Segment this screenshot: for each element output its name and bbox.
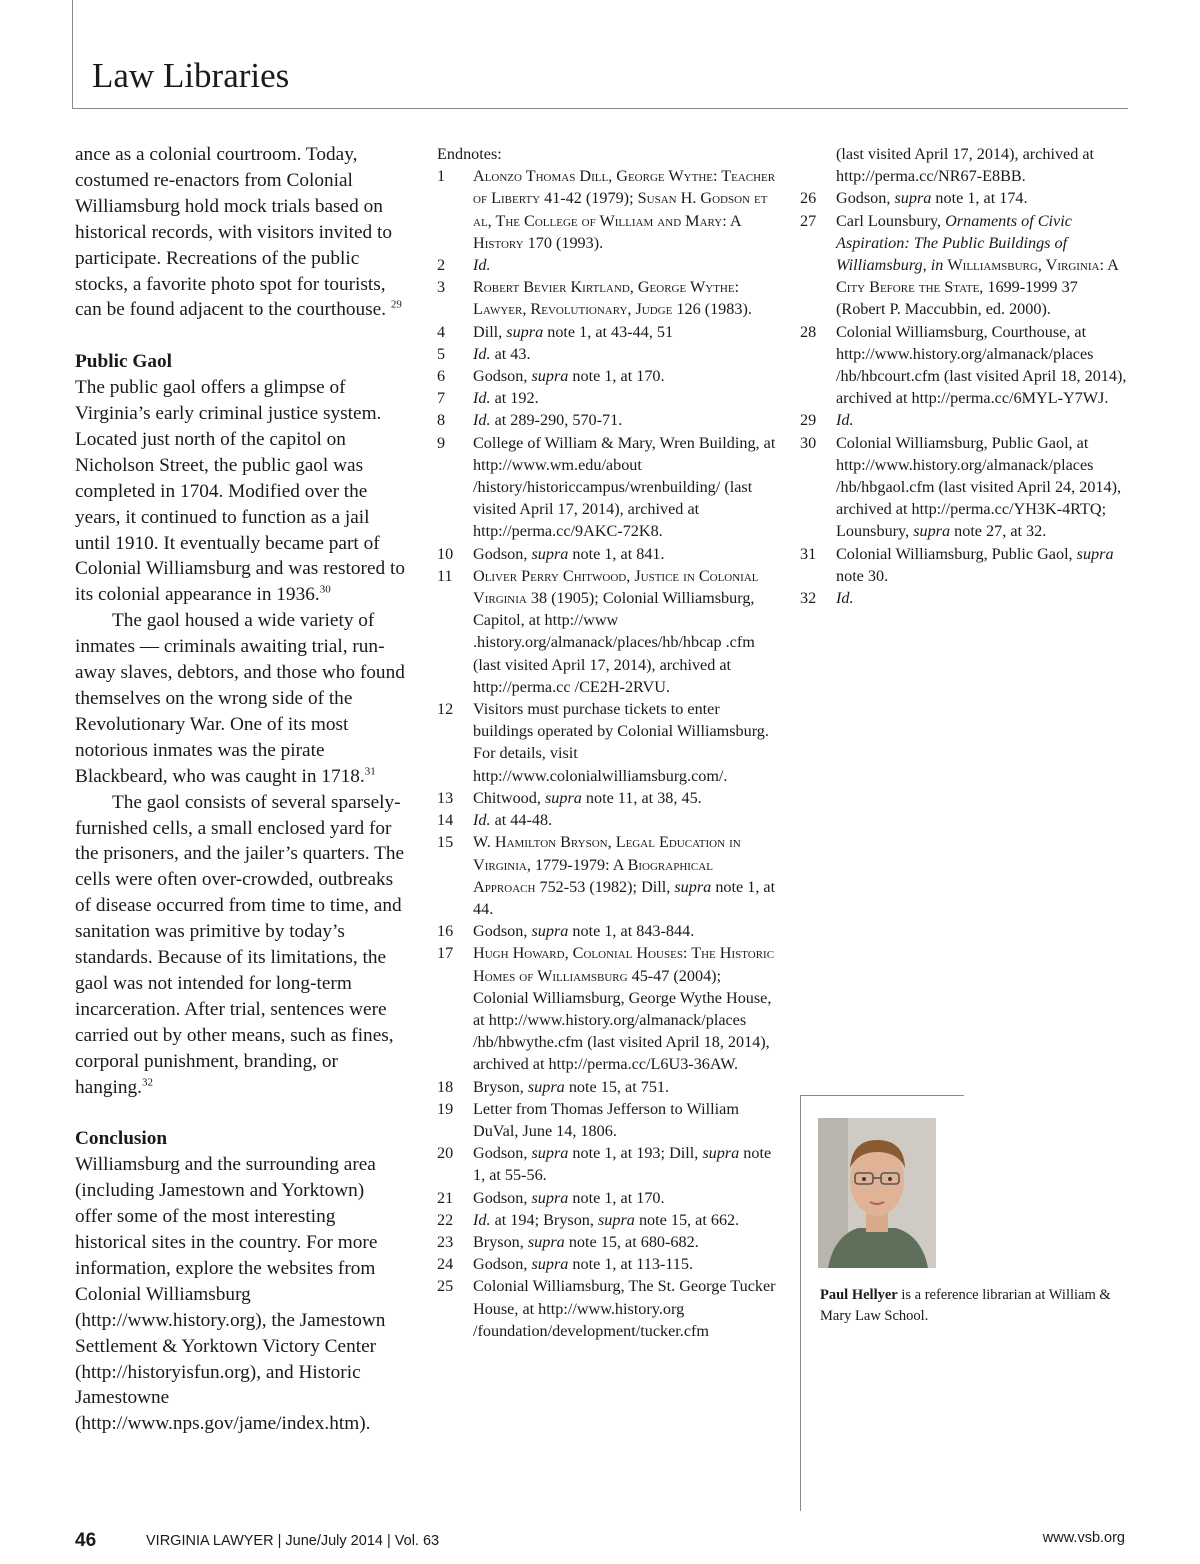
section-title: Law Libraries bbox=[92, 56, 290, 95]
endnote: 21 Godson, supra note 1, at 170. bbox=[437, 1188, 665, 1207]
paragraph-gaol-3: The gaol consists of several sparsely-furnished cells, a small enclosed yard for the prisoners, and the jailer’s quarters. The cells were often over-crowded, outbreaks of disease occurred from time to time, and sanitation was primitive by today’s standards. Because of its limitations, the gaol was not intended for long-term incarceration. After trial, sentences were carried out by other means, such as fines, corporal punishment, branding, or hanging.$^{32}$ bbox=[75, 791, 405, 1098]
author-photo bbox=[818, 1118, 936, 1268]
endnote: 16 Godson, supra note 1, at 843-844. bbox=[437, 922, 695, 941]
author-bio: Paul Hellyer is a reference librarian at William & Mary Law School. bbox=[820, 1287, 1111, 1324]
endnote-continuation: (last visited April 17, 2014), archived at http://perma.cc/NR67-E8BB. bbox=[836, 145, 1095, 186]
website-link[interactable]: www.vsb.org bbox=[1042, 1530, 1125, 1546]
endnote: 22 Id. at 194; Bryson, supra note 15, at 662. bbox=[437, 1210, 740, 1229]
bio-rule-horizontal bbox=[800, 1095, 964, 1096]
endnote: 9 College of William & Mary, Wren Building, at http://www.wm.edu/about /history/historiccampus/wrenbuilding/ (last visited April 17, 2014), archived at http://perma.cc/9AKC-72K8. bbox=[437, 433, 776, 541]
paragraph-gaol-2: The gaol housed a wide variety of inmates — criminals awaiting trial, run-away slaves, debtors, and those who found themselves on the wrong side of the Revolutionary War. One of its most notorious inmates was the pirate Blackbeard, who was caught in 1718.31 bbox=[75, 610, 405, 787]
endnotes-column-1 bbox=[437, 143, 777, 1342]
paragraph-gaol-1: The public gaol offers a glimpse of Virginia’s early criminal justice system. Located just north of the capitol on Nicholson Street, the public gaol was completed in 1704. Modified over the years, it continued to function as a jail until 1910. It eventually became part of Colonial Williamsburg and was restored to its colonial appearance in 1936.30 bbox=[75, 377, 405, 606]
endnotes-label: Endnotes: bbox=[437, 145, 502, 163]
heading-public-gaol: Public Gaol bbox=[75, 351, 172, 373]
endnote: 28 Colonial Williamsburg, Courthouse, at http://www.history.org/almanack/places /hb/hbcourt.cfm (last visited April 18, 2014), archived at http://perma.cc/6MYL-Y7WJ. bbox=[800, 322, 1127, 408]
endnote: 32 Id. bbox=[800, 589, 854, 608]
endnote: 26 Godson, supra note 1, at 174. bbox=[800, 189, 1028, 208]
author-name: Paul Hellyer bbox=[820, 1287, 898, 1303]
endnote: 31 Colonial Williamsburg, Public Gaol, supra note 30. bbox=[800, 544, 1114, 585]
endnote: 24 Godson, supra note 1, at 113-115. bbox=[437, 1255, 694, 1274]
endnote: 17 Hugh Howard, Colonial Houses: The Historic Homes of Williamsburg 45-47 (2004); Colonial Williamsburg, George Wythe House, at http://www.history.org/almanack/places /hb/hbwythe.cfm (last visited April 18, 2014), archived at http://perma.cc/L6U3-36AW. bbox=[437, 944, 775, 1074]
paragraph-conclusion: Williamsburg and the surrounding area (including Jamestown and Yorktown) offer some of the most interesting historical sites in the country. For more information, explore the websites from Colonial Williamsburg (http://www.history.org), the Jamestown Settlement & Yorktown Victory Center (http://historyisfun.org), and Historic Jamestowne (http://www.nps.gov/jame/index.htm). bbox=[75, 1154, 386, 1435]
article-body bbox=[75, 142, 405, 1437]
endnote: 5 Id. at 43. bbox=[437, 344, 531, 363]
paragraph-opening: ance as a colonial courtroom. Today, costumed re-enactors from Colonial Williamsburg hold mock trials based on historical records, with visitors invited to participate. Recreations of the public stocks, a favorite photo spot for tourists, can be found adjacent to the courthouse. $^{29}$ bbox=[75, 144, 402, 321]
endnote: 27 Carl Lounsbury, Ornaments of Civic Aspiration: The Public Buildings of Williamsburg, in Williamsburg, Virginia: A City Before the State, 1699-1999 37 (Robert P. Maccubbin, ed. 2000). bbox=[800, 211, 1118, 319]
endnote-ref[interactable]: 30 bbox=[319, 583, 331, 596]
endnote: 11 Oliver Perry Chitwood, Justice in Colonial Virginia 38 (1905); Colonial Williamsburg, Capitol, at http://www .history.org/almanack/places/hb/hbcap .cfm (last visited April 17, 2014), archived at http://perma.cc /CE2H-2RVU. bbox=[437, 566, 759, 696]
endnote-ref[interactable]: 31 bbox=[364, 765, 376, 778]
header-rule-vertical bbox=[72, 0, 73, 108]
endnote: 4 Dill, supra note 1, at 43-44, 51 bbox=[437, 322, 674, 341]
endnote: 2 Id. bbox=[437, 256, 491, 275]
endnote-ref[interactable]: 32 bbox=[141, 1076, 153, 1089]
endnote: 30 Colonial Williamsburg, Public Gaol, at http://www.history.org/almanack/places /hb/hbgaol.cfm (last visited April 24, 2014), archived at http://perma.cc/YH3K-4RTQ; Lounsbury, supra note 27, at 32. bbox=[800, 433, 1122, 541]
endnote: 1 Alonzo Thomas Dill, George Wythe: Teacher of Liberty 41-42 (1979); Susan H. Godson et al, The College of William and Mary: A History 170 (1993). bbox=[437, 167, 776, 252]
heading-conclusion: Conclusion bbox=[75, 1128, 168, 1150]
endnote: 12 Visitors must purchase tickets to enter buildings operated by Colonial Williamsburg. For details, visit http://www.colonialwilliamsburg.com/. bbox=[437, 700, 769, 785]
endnote: 7 Id. at 192. bbox=[437, 389, 539, 408]
bio-rule-vertical bbox=[800, 1095, 801, 1511]
endnote: 15 W. Hamilton Bryson, Legal Education in Virginia, 1779-1979: A Biographical Approach 752-53 (1982); Dill, supra note 1, at 44. bbox=[437, 833, 776, 918]
endnote: 23 Bryson, supra note 15, at 680-682. bbox=[437, 1232, 699, 1251]
endnote: 14 Id. at 44-48. bbox=[437, 811, 553, 830]
endnote: 25 Colonial Williamsburg, The St. George Tucker House, at http://www.history.org /foundation/development/tucker.cfm bbox=[437, 1277, 776, 1340]
publication-info: VIRGINIA LAWYER | June/July 2014 | Vol. 63 bbox=[146, 1533, 440, 1549]
endnote-ref[interactable]: 29 bbox=[390, 299, 402, 312]
endnote: 8 Id. at 289-290, 570-71. bbox=[437, 411, 623, 430]
endnotes-column-2 bbox=[800, 143, 1130, 609]
endnote: 3 Robert Bevier Kirtland, George Wythe: Lawyer, Revolutionary, Judge 126 (1983). bbox=[437, 278, 752, 319]
endnote: 18 Bryson, supra note 15, at 751. bbox=[437, 1077, 670, 1096]
page-number: 46 bbox=[75, 1530, 97, 1551]
endnote: 19 Letter from Thomas Jefferson to William DuVal, June 14, 1806. bbox=[437, 1099, 739, 1140]
endnote: 10 Godson, supra note 1, at 841. bbox=[437, 544, 665, 563]
endnote: 6 Godson, supra note 1, at 170. bbox=[437, 367, 665, 386]
endnote: 20 Godson, supra note 1, at 193; Dill, supra note 1, at 55-56. bbox=[437, 1144, 772, 1185]
endnote: 29 Id. bbox=[800, 411, 854, 430]
header-rule-horizontal bbox=[72, 108, 1128, 109]
endnote: 13 Chitwood, supra note 11, at 38, 45. bbox=[437, 788, 702, 807]
